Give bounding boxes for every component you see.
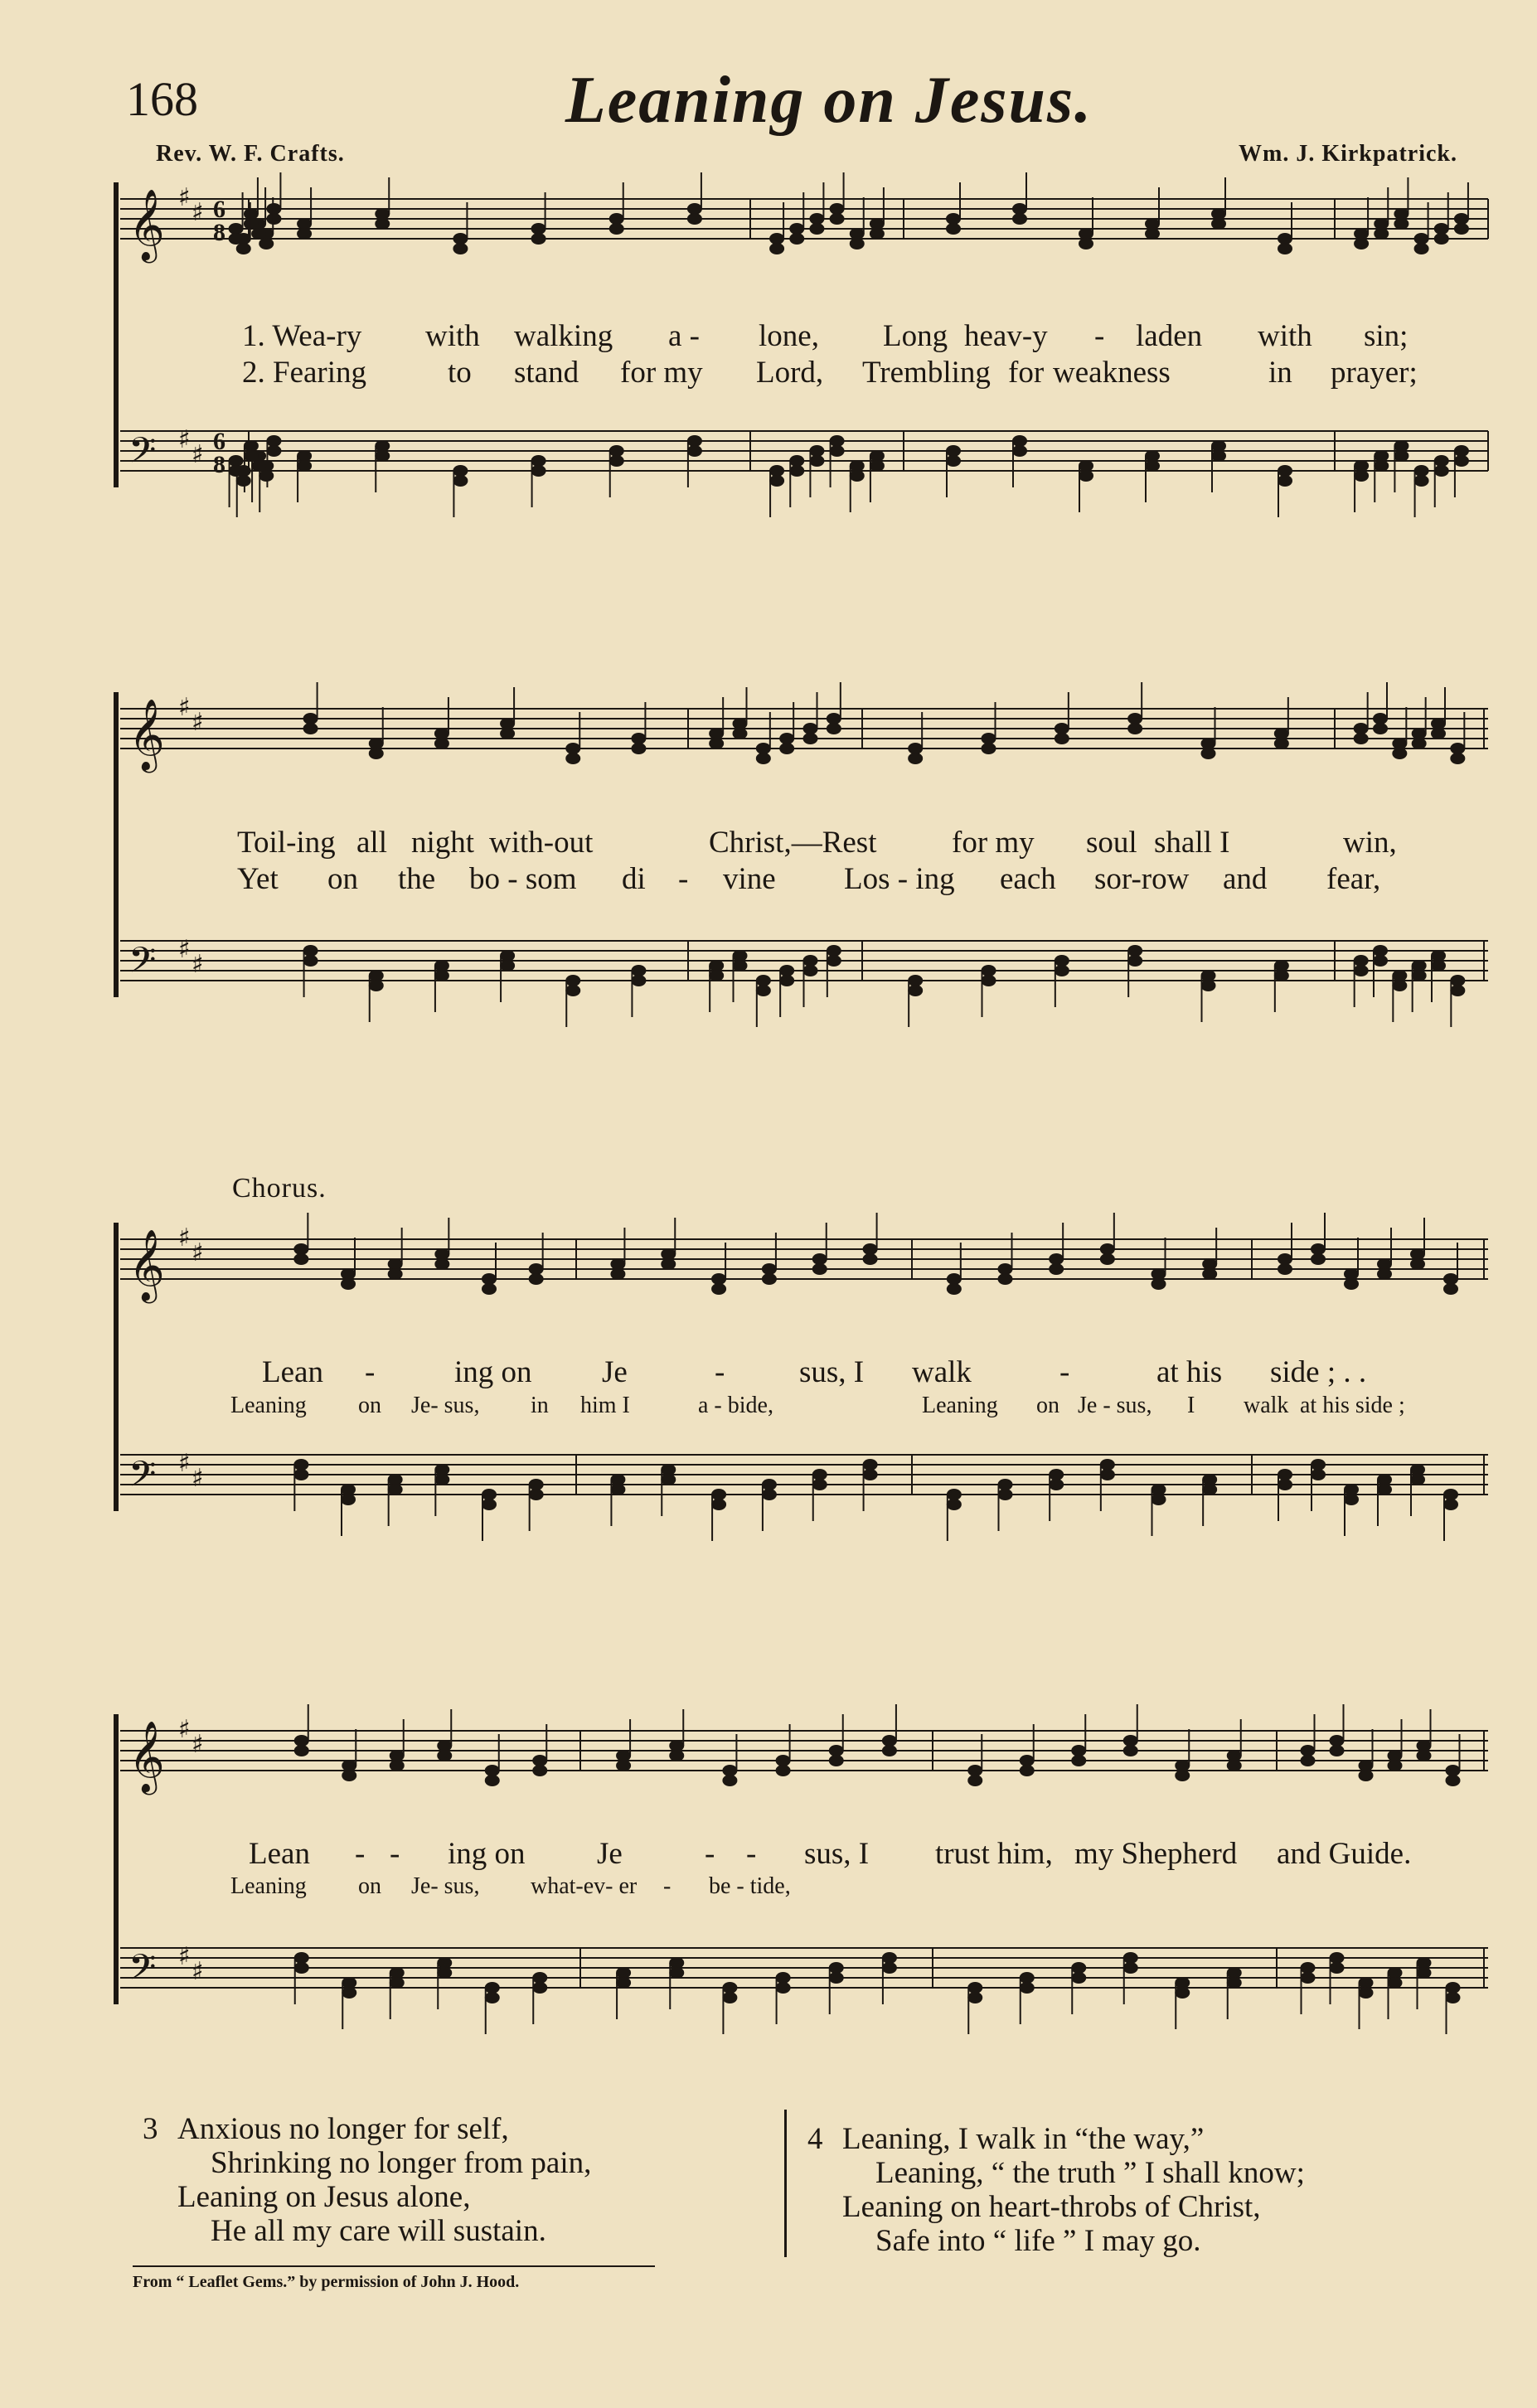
treble-clef-icon: 𝄞 <box>128 189 165 260</box>
lyric-word: - <box>715 1355 725 1389</box>
lyric-word: Je- sus, <box>411 1393 480 1418</box>
note-head <box>1123 1962 1138 1974</box>
lyric-word: Long <box>883 319 948 353</box>
lyric-word: - <box>390 1837 400 1871</box>
note-head <box>1227 1967 1242 1979</box>
lyric-word: stand <box>514 356 579 390</box>
note-head <box>967 1775 982 1786</box>
note-head <box>722 1982 737 1994</box>
sharp-icon: ♯ <box>192 708 204 737</box>
verse-line: Anxious no longer for self, <box>177 2112 509 2146</box>
treble-clef-icon: 𝄞 <box>128 699 165 770</box>
lyric-word: I <box>1187 1393 1195 1418</box>
treble-clef-icon: 𝄞 <box>128 1229 165 1301</box>
note-head <box>776 1982 791 1994</box>
verse-line: Leaning, I walk in “the way,” <box>842 2122 1205 2156</box>
note-head <box>616 1750 631 1761</box>
lyric-word: to <box>448 356 472 390</box>
sharp-icon: ♯ <box>178 425 191 454</box>
lyric-word: - <box>1094 319 1105 353</box>
note-head <box>1388 1967 1403 1979</box>
lyric-word: - <box>1059 1355 1070 1389</box>
verse-number: 4 <box>807 2122 823 2156</box>
note-head <box>1417 1957 1432 1969</box>
lyric-word: sor-row <box>1094 862 1190 896</box>
verse-line: Leaning on Jesus alone, <box>177 2180 471 2214</box>
note-head <box>1388 1977 1403 1989</box>
note-head <box>1301 1745 1316 1756</box>
note-head <box>776 1755 791 1766</box>
note-head <box>1175 1987 1190 1999</box>
lyric-word: all <box>356 826 387 860</box>
note-head <box>1446 1775 1461 1786</box>
lyric-word: a - <box>668 319 700 353</box>
lyric-word: for my <box>952 826 1035 860</box>
system-brace <box>114 1714 119 2004</box>
note-head <box>616 1967 631 1979</box>
lyric-word: Je <box>597 1837 623 1871</box>
note-head <box>342 1770 356 1781</box>
lyric-word: on <box>327 862 358 896</box>
note-head <box>294 1952 309 1964</box>
note-head <box>1020 1755 1035 1766</box>
lyric-word: sus, I <box>804 1837 870 1871</box>
lyric-word: Christ,—Rest <box>709 826 877 860</box>
verse-number: 3 <box>143 2112 158 2146</box>
note-head <box>532 1765 547 1776</box>
note-head <box>1020 1982 1035 1994</box>
footer-rule <box>133 2265 655 2267</box>
lyric-word: 1. Wea-ry <box>242 319 362 353</box>
note-head <box>1301 1972 1316 1984</box>
lyric-word: Leaning <box>230 1873 307 1899</box>
note-head <box>1417 1750 1432 1761</box>
lyric-word: him I <box>580 1393 630 1418</box>
note-head <box>294 1745 309 1756</box>
note-head <box>532 1972 547 1984</box>
lyric-word: walk <box>912 1355 972 1389</box>
lyric-word: at his <box>1156 1355 1223 1389</box>
lyric-word: heav-y <box>964 319 1048 353</box>
note-head <box>342 1977 356 1989</box>
lyric-word: - <box>355 1837 366 1871</box>
lyric-word: walk <box>1244 1393 1289 1418</box>
note-head <box>1020 1765 1035 1776</box>
lyric-word: Leaning <box>922 1393 998 1418</box>
lyric-word: Los - ing <box>844 862 955 896</box>
lyric-word: for <box>1008 356 1045 390</box>
sharp-icon: ♯ <box>192 1730 204 1759</box>
note-head <box>1227 1977 1242 1989</box>
lyricist-credit: Rev. W. F. Crafts. <box>156 141 345 167</box>
sharp-icon: ♯ <box>192 1238 204 1267</box>
note-head <box>776 1765 791 1776</box>
note-head <box>1446 1992 1461 2003</box>
note-head <box>1301 1755 1316 1766</box>
note-head <box>882 1962 897 1974</box>
note-head <box>485 1982 500 1994</box>
lyric-word: win, <box>1343 826 1397 860</box>
note-head <box>967 1982 982 1994</box>
note-head <box>1330 1735 1345 1747</box>
note-head <box>390 1750 405 1761</box>
lyric-word: vine <box>723 862 776 896</box>
lyric-word: with <box>1258 319 1312 353</box>
lyric-word: each <box>1000 862 1056 896</box>
note-head <box>532 1982 547 1994</box>
note-head <box>1330 1952 1345 1964</box>
lyric-word: di <box>622 862 646 896</box>
sharp-icon: ♯ <box>192 440 204 469</box>
verse-line: Leaning, “ the truth ” I shall know; <box>875 2156 1305 2190</box>
note-head <box>437 1957 452 1969</box>
note-head <box>669 1740 684 1751</box>
note-head <box>829 1972 844 1984</box>
lyric-word: and Guide. <box>1277 1837 1412 1871</box>
composer-credit: Wm. J. Kirkpatrick. <box>1239 141 1457 167</box>
note-head <box>1301 1962 1316 1974</box>
lyric-word: laden <box>1136 319 1203 353</box>
lyric-word: Je- sus, <box>411 1873 480 1899</box>
note-head <box>390 1760 405 1771</box>
lyric-word: Je <box>602 1355 628 1389</box>
lyric-word: for my <box>620 356 703 390</box>
note-head <box>1020 1972 1035 1984</box>
lyric-word: in <box>1268 356 1292 390</box>
note-head <box>1071 1755 1086 1766</box>
verse-3 <box>143 2112 591 2248</box>
hymn-title: Leaning on Jesus. <box>565 64 1093 137</box>
note-head <box>722 1775 737 1786</box>
note-head <box>829 1755 844 1766</box>
note-head <box>1071 1962 1086 1974</box>
note-head <box>1123 1745 1138 1756</box>
note-head <box>722 1765 737 1776</box>
lyric-word: weakness <box>1053 356 1171 390</box>
note-head <box>882 1952 897 1964</box>
lyric-word: the <box>398 862 436 896</box>
note-head <box>485 1775 500 1786</box>
sharp-icon: ♯ <box>192 1464 204 1493</box>
note-head <box>722 1992 737 2003</box>
note-head <box>390 1967 405 1979</box>
note-head <box>1417 1740 1432 1751</box>
lyric-word: Yet <box>237 862 279 896</box>
lyric-word: sin; <box>1364 319 1409 353</box>
time-signature-bottom: 8 <box>213 451 225 478</box>
lyric-word: side ; . . <box>1270 1355 1367 1389</box>
verse-line: Safe into “ life ” I may go. <box>875 2224 1201 2258</box>
lyric-word: ing on <box>448 1837 526 1871</box>
lyric-word: trust him, <box>935 1837 1053 1871</box>
lyric-word: with <box>425 319 480 353</box>
lyric-word: fear, <box>1326 862 1381 896</box>
lyric-word: my Shepherd <box>1074 1837 1238 1871</box>
note-head <box>485 1992 500 2003</box>
lyric-word: Je - sus, <box>1078 1393 1152 1418</box>
lyric-word: sus, I <box>799 1355 865 1389</box>
lyric-word: prayer; <box>1331 356 1418 390</box>
note-head <box>1175 1770 1190 1781</box>
note-head <box>829 1962 844 1974</box>
verse-line: Leaning on heart-throbs of Christ, <box>842 2190 1261 2224</box>
lyric-word: - <box>678 862 689 896</box>
lyric-word: Toil-ing <box>237 826 336 860</box>
lyric-word: a - bide, <box>698 1393 773 1418</box>
chorus-label: Chorus. <box>232 1173 327 1204</box>
note-head <box>342 1987 356 1999</box>
bass-clef-icon: 𝄢 <box>128 430 157 480</box>
note-head <box>1446 1765 1461 1776</box>
lyric-word: Lean <box>262 1355 323 1389</box>
note-head <box>437 1740 452 1751</box>
verse-line: He all my care will sustain. <box>211 2214 546 2248</box>
lyric-word: - <box>705 1837 715 1871</box>
lyric-word: with-out <box>489 826 594 860</box>
note-head <box>1388 1760 1403 1771</box>
note-head <box>616 1760 631 1771</box>
note-head <box>1417 1967 1432 1979</box>
sharp-icon: ♯ <box>178 1449 191 1478</box>
sharp-icon: ♯ <box>178 1223 191 1252</box>
note-head <box>669 1957 684 1969</box>
lyric-word: in <box>531 1393 549 1418</box>
note-head <box>1071 1745 1086 1756</box>
note-head <box>342 1760 356 1771</box>
time-signature-bottom: 8 <box>213 219 225 246</box>
time-signature-top: 6 <box>213 428 225 455</box>
lyric-word: night <box>411 826 475 860</box>
verse-4 <box>807 2122 1305 2258</box>
note-head <box>1359 1977 1374 1989</box>
lyric-word: soul <box>1086 826 1137 860</box>
lyric-word: shall I <box>1154 826 1230 860</box>
note-head <box>1359 1770 1374 1781</box>
note-head <box>967 1765 982 1776</box>
lyric-word: and <box>1223 862 1268 896</box>
note-head <box>1175 1977 1190 1989</box>
lyric-word: Trembling <box>862 356 991 390</box>
note-head <box>776 1972 791 1984</box>
sharp-icon: ♯ <box>178 935 191 964</box>
lyric-word: lone, <box>759 319 819 353</box>
note-head <box>1330 1745 1345 1756</box>
bass-clef-icon: 𝄢 <box>128 940 157 990</box>
sharp-icon: ♯ <box>192 198 204 227</box>
lyric-word: Lord, <box>756 356 824 390</box>
note-head <box>616 1977 631 1989</box>
note-head <box>437 1967 452 1979</box>
lyric-word: 2. Fearing <box>242 356 367 390</box>
note-head <box>1446 1982 1461 1994</box>
note-head <box>1359 1987 1374 1999</box>
lyric-word: be - tide, <box>709 1873 791 1899</box>
sharp-icon: ♯ <box>192 1957 204 1986</box>
lyric-word: on <box>358 1393 381 1418</box>
note-head <box>882 1735 897 1747</box>
note-head <box>532 1755 547 1766</box>
sharp-icon: ♯ <box>178 183 191 212</box>
lyric-word: on <box>1036 1393 1059 1418</box>
verse-line: Shrinking no longer from pain, <box>211 2146 592 2180</box>
note-head <box>882 1745 897 1756</box>
bass-clef-icon: 𝄢 <box>128 1454 157 1504</box>
lyric-word: walking <box>514 319 613 353</box>
note-head <box>390 1977 405 1989</box>
note-head <box>669 1967 684 1979</box>
note-head <box>1227 1750 1242 1761</box>
lyric-word: - <box>746 1837 757 1871</box>
sharp-icon: ♯ <box>178 1715 191 1744</box>
lyric-word: - <box>365 1355 376 1389</box>
note-head <box>1330 1962 1345 1974</box>
note-head <box>294 1735 309 1747</box>
note-head <box>1175 1760 1190 1771</box>
note-head <box>1123 1952 1138 1964</box>
lyric-word: bo - som <box>469 862 577 896</box>
note-head <box>829 1745 844 1756</box>
page-number: 168 <box>126 72 198 126</box>
note-head <box>967 1992 982 2003</box>
treble-clef-icon: 𝄞 <box>128 1721 165 1792</box>
note-head <box>1359 1760 1374 1771</box>
lyric-word: what-ev- er <box>531 1873 638 1899</box>
lyric-word: on <box>358 1873 381 1899</box>
bass-clef-icon: 𝄢 <box>128 1947 157 1997</box>
sharp-icon: ♯ <box>192 950 204 979</box>
lyric-word: at his side ; <box>1300 1393 1405 1418</box>
note-head <box>1123 1735 1138 1747</box>
note-head <box>669 1750 684 1761</box>
lyric-word: Lean <box>249 1837 310 1871</box>
note-head <box>1388 1750 1403 1761</box>
note-head <box>1227 1760 1242 1771</box>
note-head <box>294 1962 309 1974</box>
sharp-icon: ♯ <box>178 1942 191 1971</box>
verse-divider <box>784 2110 787 2257</box>
note-head <box>1071 1972 1086 1984</box>
sharp-icon: ♯ <box>178 693 191 722</box>
lyric-word: ing on <box>454 1355 532 1389</box>
lyric-word: - <box>663 1873 672 1899</box>
note-head <box>437 1750 452 1761</box>
copyright-footer: From “ Leaflet Gems.” by permission of John J. Hood. <box>133 2273 520 2291</box>
note-head <box>485 1765 500 1776</box>
lyric-word: Leaning <box>230 1393 307 1418</box>
time-signature-top: 6 <box>213 196 225 223</box>
